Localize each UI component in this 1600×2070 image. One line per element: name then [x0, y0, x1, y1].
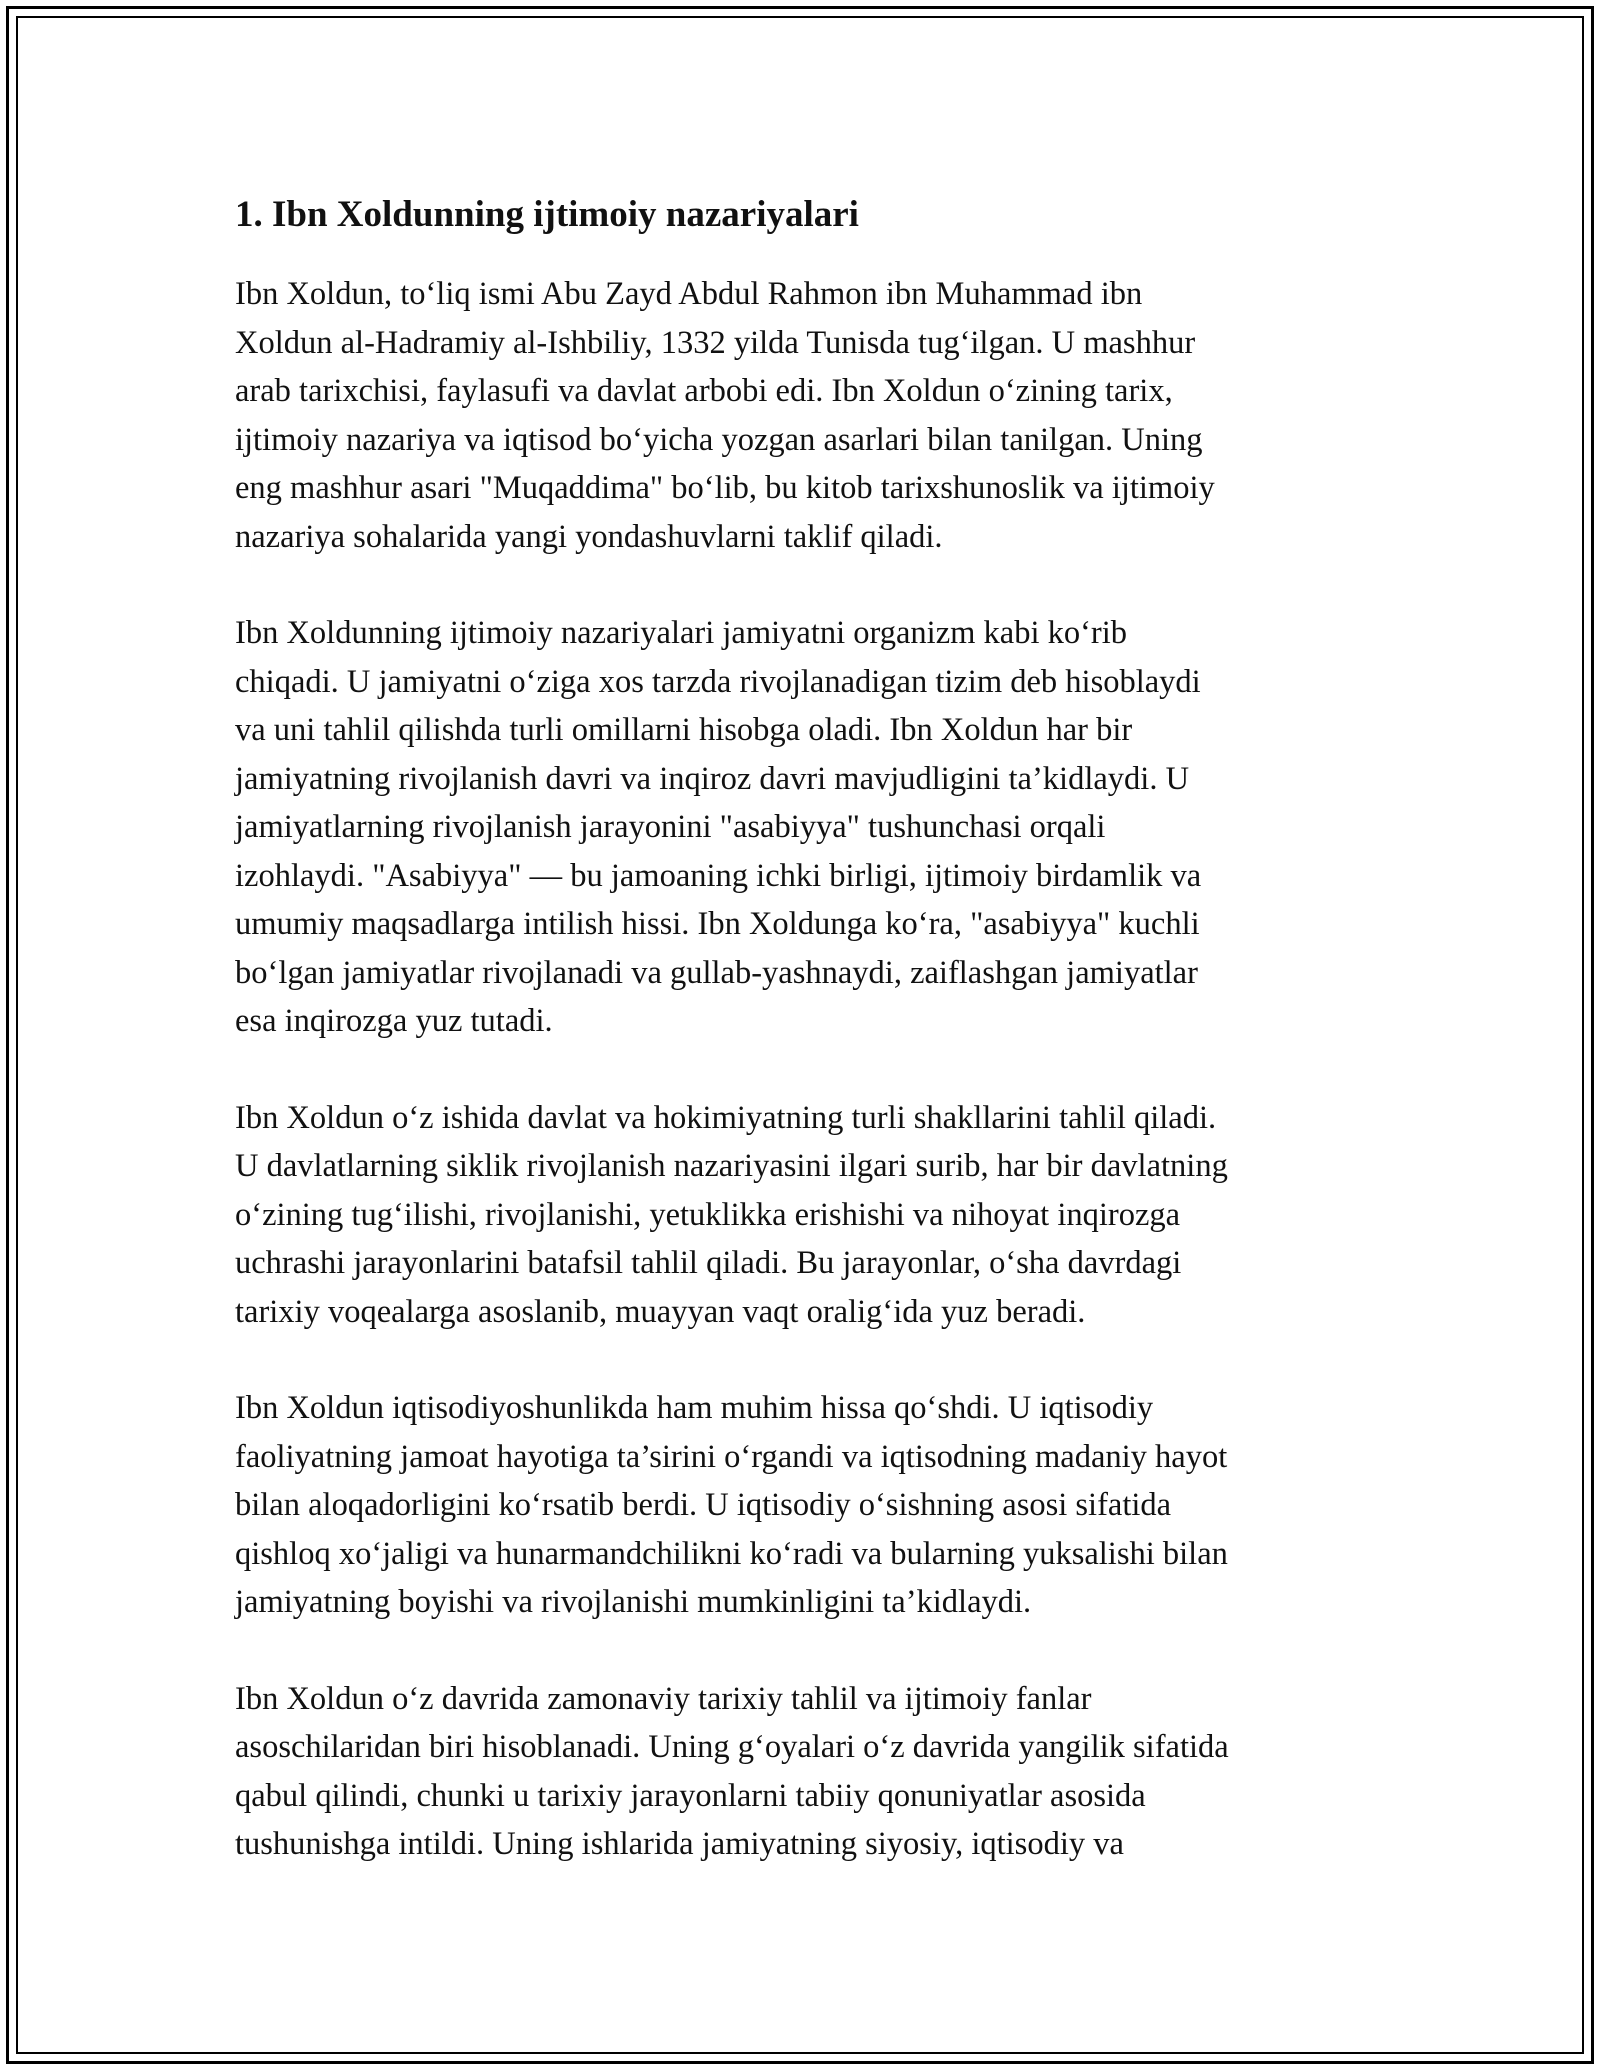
text-line: eng mashhur asari "Muqaddima" bo‘lib, bu kitob tarixshunoslik va ijtimoiy: [235, 470, 1215, 506]
text-line: umumiy maqsadlarga intilish hissi. Ibn Xoldunga ko‘ra, "asabiyya" kuchli: [235, 906, 1200, 942]
text-line: Ibn Xoldun o‘z davrida zamonaviy tarixiy tahlil va ijtimoiy fanlar: [235, 1680, 1092, 1717]
text-line: tarixiy voqealarga asoslanib, muayyan vaqt oralig‘ida yuz beradi.: [235, 1293, 1086, 1330]
text-line: uchrashi jarayonlarini batafsil tahlil qiladi. Bu jarayonlar, o‘sha davrdagi: [235, 1245, 1182, 1281]
text-line: Ibn Xoldun, to‘liq ismi Abu Zayd Abdul Rahmon ibn Muhammad ibn: [235, 276, 1143, 312]
text-line: Xoldun al-Hadramiy al-Ishbiliy, 1332 yilda Tunisda tug‘ilgan. U mashhur: [235, 324, 1196, 361]
text-line: esa inqirozga yuz tutadi.: [235, 1003, 553, 1039]
text-line: asoschilaridan biri hisoblanadi. Uning g‘oyalari o‘z davrida yangilik sifatida: [235, 1729, 1229, 1765]
text-line: Ibn Xoldunning ijtimoiy nazariyalari jamiyatni organizm kabi ko‘rib: [235, 615, 1128, 651]
text-line: faoliyatning jamoat hayotiga ta’sirini o‘rgandi va iqtisodning madaniy hayot: [235, 1438, 1228, 1475]
paragraph-list: [235, 270, 1365, 1869]
text-line: U davlatlarning siklik rivojlanish nazariyasini ilgari surib, har bir davlatning: [235, 1148, 1228, 1184]
paragraph-2: [235, 609, 1365, 1046]
text-line: bo‘lgan jamiyatlar rivojlanadi va gullab-yashnaydi, zaiflashgan jamiyatlar: [235, 954, 1198, 991]
text-line: jamiyatlarning rivojlanish jarayonini "asabiyya" tushunchasi orqali: [235, 809, 1106, 845]
text-line: izohlaydi. "Asabiyya" — bu jamoaning ichki birligi, ijtimoiy birdamlik va: [235, 857, 1202, 894]
text-line: Ibn Xoldun iqtisodiyoshunlikda ham muhim hissa qo‘shdi. U iqtisodiy: [235, 1390, 1154, 1426]
text-line: qabul qilindi, chunki u tarixiy jarayonlarni tabiiy qonuniyatlar asosida: [235, 1777, 1146, 1814]
text-line: bilan aloqadorligini ko‘rsatib berdi. U iqtisodiy o‘sishning asosi sifatida: [235, 1487, 1172, 1523]
paragraph-5: [235, 1675, 1365, 1869]
paragraph-3: [235, 1094, 1365, 1337]
text-line: chiqadi. U jamiyatni o‘ziga xos tarzda rivojlanadigan tizim deb hisoblaydi: [235, 663, 1201, 700]
paragraph-4: [235, 1384, 1365, 1627]
document-body: [235, 185, 1365, 1917]
text-line: nazariya sohalarida yangi yondashuvlarni taklif qiladi.: [235, 518, 943, 555]
paragraph-1: [235, 270, 1365, 561]
section-heading: 1. Ibn Xoldunning ijtimoiy nazariyalari: [235, 194, 859, 235]
text-line: jamiyatning boyishi va rivojlanishi mumkinligini ta’kidlaydi.: [235, 1584, 1032, 1620]
text-line: arab tarixchisi, faylasufi va davlat arbobi edi. Ibn Xoldun o‘zining tarix,: [235, 373, 1173, 409]
text-line: va uni tahlil qilishda turli omillarni hisobga oladi. Ibn Xoldun har bir: [235, 712, 1133, 748]
text-line: Ibn Xoldun o‘z ishida davlat va hokimiyatning turli shakllarini tahlil qiladi.: [235, 1099, 1217, 1136]
text-line: jamiyatning rivojlanish davri va inqiroz davri mavjudligini ta’kidlaydi. U: [235, 760, 1190, 797]
text-line: tushunishga intildi. Uning ishlarida jamiyatning siyosiy, iqtisodiy va: [235, 1826, 1124, 1862]
text-line: ijtimoiy nazariya va iqtisod bo‘yicha yozgan asarlari bilan tanilgan. Uning: [235, 421, 1203, 458]
text-line: qishloq xo‘jaligi va hunarmandchilikni ko‘radi va bularning yuksalishi bilan: [235, 1535, 1228, 1572]
text-line: o‘zining tug‘ilishi, rivojlanishi, yetuklikka erishishi va nihoyat inqirozga: [235, 1196, 1181, 1233]
